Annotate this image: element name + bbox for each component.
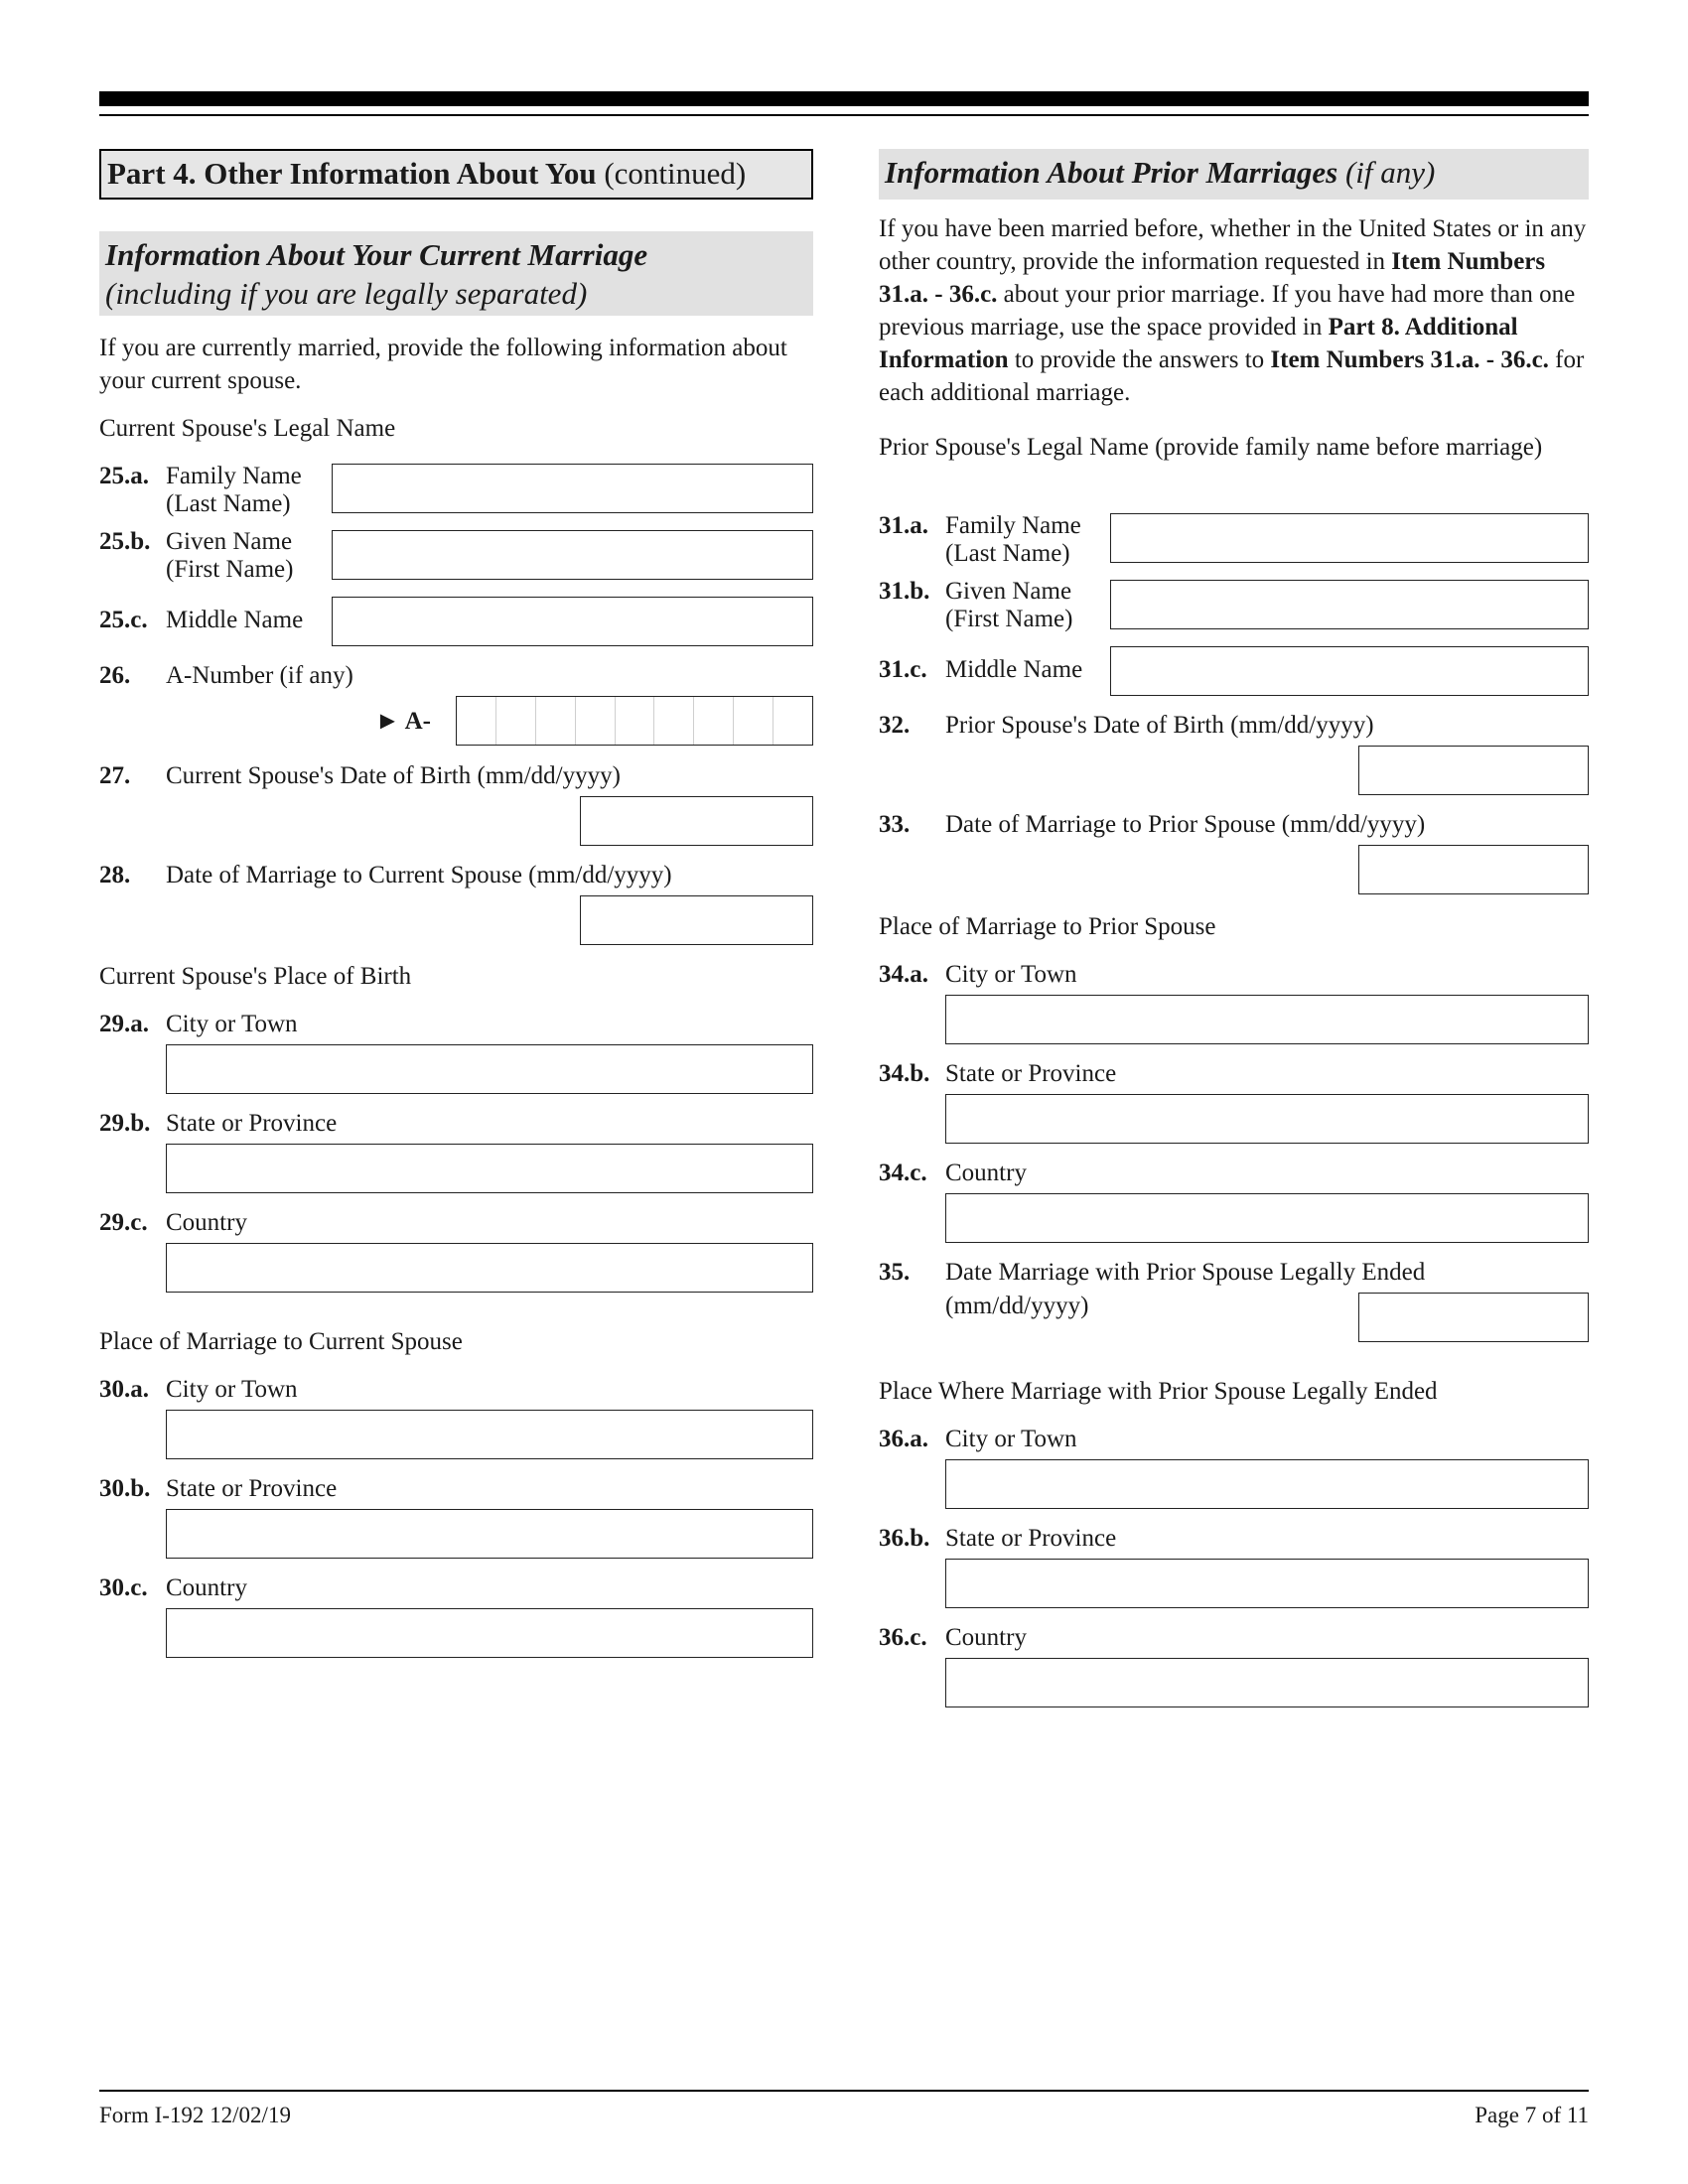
- item-number-34c: 34.c.: [879, 1160, 927, 1186]
- label-28: Date of Marriage to Current Spouse (mm/dd/yyyy): [166, 862, 672, 888]
- item-number-28: 28.: [99, 862, 131, 888]
- label-25c: Middle Name: [166, 607, 304, 633]
- a-number-cell: [734, 697, 774, 745]
- prior-marriage-ended-place-label: Place Where Marriage with Prior Spouse Legally Ended: [879, 1378, 1438, 1405]
- part-suffix: (continued): [604, 156, 747, 191]
- item-number-34a: 34.a.: [879, 961, 928, 988]
- current-marriage-heading: [99, 231, 813, 316]
- ended-country-input[interactable]: [945, 1658, 1589, 1707]
- prior-marriages-suffix: (if any): [1344, 155, 1436, 190]
- current-marriage-place-label: Place of Marriage to Current Spouse: [99, 1328, 463, 1355]
- marriage-city-input[interactable]: [166, 1410, 813, 1459]
- a-number-cell: [694, 697, 734, 745]
- page-number: Page 7 of 11: [1475, 2103, 1589, 2127]
- prior-marriage-country-input[interactable]: [945, 1193, 1589, 1243]
- a-number-cell: [536, 697, 576, 745]
- label-29a: City or Town: [166, 1011, 298, 1037]
- footer-rule: [99, 2090, 1589, 2092]
- part-title: Part 4. Other Information About You: [107, 156, 597, 191]
- birth-country-input[interactable]: [166, 1243, 813, 1293]
- a-number-cell: [457, 697, 496, 745]
- intro-bold-2: Part 8. Additional Information: [879, 314, 1518, 373]
- part-header: [99, 149, 813, 200]
- prior-marriages-heading: [879, 149, 1589, 200]
- item-number-30a: 30.a.: [99, 1376, 149, 1403]
- item-number-29b: 29.b.: [99, 1110, 151, 1137]
- label-25a-line1: Family Name: [166, 463, 302, 489]
- label-25b-line1: Given Name: [166, 528, 293, 555]
- marriage-state-input[interactable]: [166, 1509, 813, 1559]
- label-25a-line2: (Last Name): [166, 490, 291, 517]
- prior-marriages-title: Information About Prior Marriages: [885, 155, 1338, 190]
- item-number-29c: 29.c.: [99, 1209, 148, 1236]
- item-number-31c: 31.c.: [879, 656, 927, 683]
- intro-text-2: about your prior marriage. If you have had more than one previous marriage, use the space provided in: [879, 281, 1576, 341]
- item-number-25b: 25.b.: [99, 528, 151, 555]
- a-number-cell: [616, 697, 655, 745]
- a-number-cell: [654, 697, 694, 745]
- item-number-36c: 36.c.: [879, 1624, 927, 1651]
- top-rule-thin: [99, 114, 1589, 116]
- label-32: Prior Spouse's Date of Birth (mm/dd/yyyy): [945, 712, 1374, 739]
- label-29b: State or Province: [166, 1110, 338, 1137]
- intro-text-4: for each additional marriage.: [879, 346, 1585, 406]
- current-spouse-family-name-input[interactable]: [332, 464, 813, 513]
- intro-text-3: to provide the answers to: [1008, 346, 1271, 373]
- current-spouse-birth-place-label: Current Spouse's Place of Birth: [99, 963, 412, 990]
- label-34b: State or Province: [945, 1060, 1117, 1087]
- prior-spouse-given-name-input[interactable]: [1110, 580, 1589, 629]
- label-27: Current Spouse's Date of Birth (mm/dd/yyyy): [166, 762, 621, 789]
- a-number-cell: [496, 697, 536, 745]
- item-number-31b: 31.b.: [879, 578, 930, 605]
- label-36a: City or Town: [945, 1426, 1077, 1452]
- current-marriage-intro: If you are currently married, provide the following information about your current spouse.: [99, 335, 787, 394]
- label-30a: City or Town: [166, 1376, 298, 1403]
- prior-spouse-dob-input[interactable]: [1358, 746, 1589, 795]
- label-35-line1: Date Marriage with Prior Spouse Legally Ended: [945, 1259, 1426, 1286]
- label-25b-line2: (First Name): [166, 556, 294, 583]
- current-spouse-dob-input[interactable]: [580, 796, 813, 846]
- item-number-33: 33.: [879, 811, 911, 838]
- label-31b-line2: (First Name): [945, 606, 1073, 632]
- item-number-30b: 30.b.: [99, 1475, 151, 1502]
- ended-state-input[interactable]: [945, 1559, 1589, 1608]
- current-spouse-middle-name-input[interactable]: [332, 597, 813, 646]
- item-number-34b: 34.b.: [879, 1060, 930, 1087]
- label-31a-line2: (Last Name): [945, 540, 1070, 567]
- label-33: Date of Marriage to Prior Spouse (mm/dd/yyyy): [945, 811, 1426, 838]
- intro-bold-1: Item Numbers 31.a. - 36.c.: [879, 248, 1546, 308]
- current-marriage-title: Information About Your Current Marriage: [105, 237, 648, 272]
- a-number-cell: [774, 697, 812, 745]
- prior-marriage-place-label: Place of Marriage to Prior Spouse: [879, 913, 1216, 940]
- top-rule-thick: [99, 91, 1589, 106]
- intro-bold-3: Item Numbers 31.a. - 36.c.: [1270, 346, 1549, 373]
- item-number-36a: 36.a.: [879, 1426, 928, 1452]
- item-number-30c: 30.c.: [99, 1574, 148, 1601]
- label-36c: Country: [945, 1624, 1027, 1651]
- birth-state-input[interactable]: [166, 1144, 813, 1193]
- item-number-25c: 25.c.: [99, 607, 148, 633]
- current-spouse-legal-name-label: Current Spouse's Legal Name: [99, 415, 396, 442]
- label-35-line2: (mm/dd/yyyy): [945, 1293, 1089, 1319]
- item-number-36b: 36.b.: [879, 1525, 930, 1552]
- current-spouse-a-number-input[interactable]: [456, 696, 813, 746]
- label-31c: Middle Name: [945, 656, 1083, 683]
- label-31a-line1: Family Name: [945, 512, 1081, 539]
- item-number-35: 35.: [879, 1259, 911, 1286]
- a-number-prefix: ► A-: [375, 708, 431, 735]
- prior-spouse-legal-name-label: Prior Spouse's Legal Name (provide family name before marriage): [879, 434, 1543, 461]
- prior-marriages-intro: [879, 212, 1589, 409]
- birth-city-input[interactable]: [166, 1044, 813, 1094]
- prior-marriage-city-input[interactable]: [945, 995, 1589, 1044]
- current-marriage-date-input[interactable]: [580, 895, 813, 945]
- item-number-25a: 25.a.: [99, 463, 149, 489]
- item-number-32: 32.: [879, 712, 911, 739]
- item-number-27: 27.: [99, 762, 131, 789]
- label-26: A-Number (if any): [166, 662, 353, 689]
- label-36b: State or Province: [945, 1525, 1117, 1552]
- marriage-country-input[interactable]: [166, 1608, 813, 1658]
- label-31b-line1: Given Name: [945, 578, 1072, 605]
- current-spouse-given-name-input[interactable]: [332, 530, 813, 580]
- prior-spouse-middle-name-input[interactable]: [1110, 646, 1589, 696]
- intro-text-1: If you have been married before, whether in the United States or in any other country, provide the information requested in: [879, 215, 1587, 275]
- a-number-cell: [576, 697, 616, 745]
- form-id: Form I-192 12/02/19: [99, 2103, 291, 2127]
- label-29c: Country: [166, 1209, 247, 1236]
- prior-marriage-state-input[interactable]: [945, 1094, 1589, 1144]
- prior-spouse-family-name-input[interactable]: [1110, 513, 1589, 563]
- label-34c: Country: [945, 1160, 1027, 1186]
- label-30b: State or Province: [166, 1475, 338, 1502]
- item-number-31a: 31.a.: [879, 512, 928, 539]
- prior-marriage-end-date-input[interactable]: [1358, 1293, 1589, 1342]
- item-number-26: 26.: [99, 662, 131, 689]
- label-34a: City or Town: [945, 961, 1077, 988]
- ended-city-input[interactable]: [945, 1459, 1589, 1509]
- current-marriage-subtitle: (including if you are legally separated): [105, 276, 588, 311]
- prior-marriage-date-input[interactable]: [1358, 845, 1589, 894]
- label-30c: Country: [166, 1574, 247, 1601]
- item-number-29a: 29.a.: [99, 1011, 149, 1037]
